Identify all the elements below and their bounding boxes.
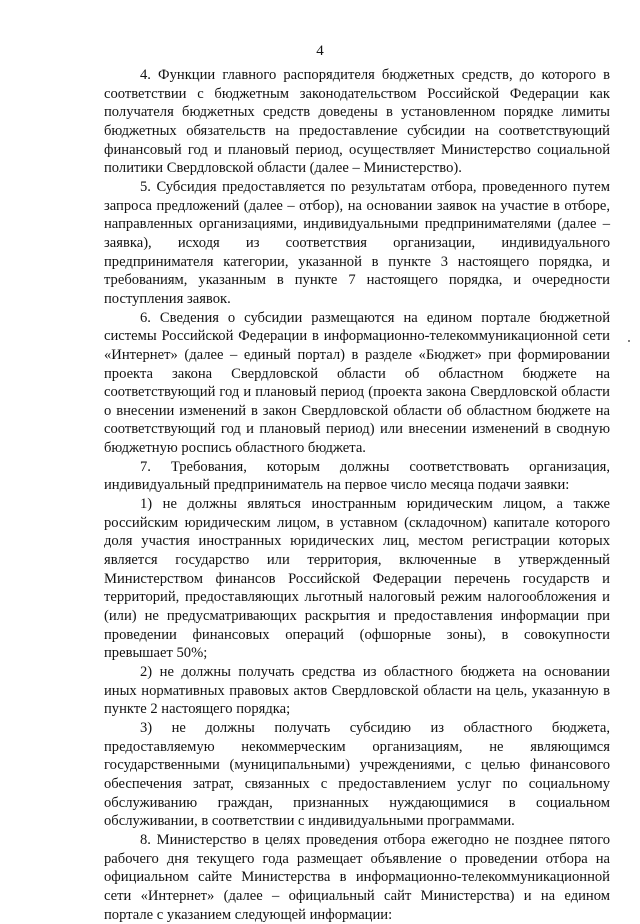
- list-item-3: 3) не должны получать субсидию из областного бюджета, предоставляемую некоммерческим организациям, не являющимся государственными (муниципальными) учреждениями, с целью финансового обеспечения затрат, связанных с предоставлением услуг по социальному обслуживанию граждан, признанных нуждающимися в социальном обслуживании, в соответствии с индивидуальными программами.: [104, 719, 610, 830]
- paragraph-6: 6. Сведения о субсидии размещаются на едином портале бюджетной системы Российской Федерации в информационно-телекоммуникационной сети «Интернет» (далее – единый портал) в разделе «Бюджет» при формировании проекта закона Свердловской области об областном бюджете на соответствующий год и плановый период (проекта закона Свердловской области о внесении изменений в закон Свердловской области об областном бюджете на соответствующий год и плановый период) или внесении изменений в сводную бюджетную роспись областного бюджета.: [104, 309, 610, 457]
- paragraph-8: 8. Министерство в целях проведения отбора ежегодно не позднее пятого рабочего дня текущего года размещает объявление о проведении отбора на официальном сайте Министерства в информационно-телекоммуникационной сети «Интернет» (далее – официальный сайт Министерства) и на едином портале с указанием следующей информации:: [104, 831, 610, 923]
- document-body: [104, 66, 610, 924]
- list-item-1: 1) не должны являться иностранным юридическим лицом, а также российским юридическим лицом, в уставном (складочном) капитале которого доля участия иностранных юридических лиц, местом регистрации которых является государство или территория, включенные в утвержденный Министерством финансов Российской Федерации перечень государств и территорий, предоставляющих льготный налоговый режим налогообложения и (или) не предусматривающих раскрытия и предоставления информации при проведении финансовых операций (офшорные зоны), в совокупности превышает 50%;: [104, 496, 610, 662]
- paragraph-4: 4. Функции главного распорядителя бюджетных средств, до которого в соответствии с бюджетным законодательством Российской Федерации как получателя бюджетных средств доведены в установленном порядке лимиты бюджетных обязательств на предоставление субсидии на соответствующий финансовый год и плановый период, осуществляет Министерство социальной политики Свердловской области (далее – Министерство).: [104, 67, 610, 177]
- page-number: 4: [316, 43, 324, 59]
- paragraph-5: 5. Субсидия предоставляется по результатам отбора, проведенного путем запроса предложений (далее – отбор), на основании заявок на участие в отборе, направленных организациями, индивидуальными предпринимателями (далее – заявка), исходя из соответствия организации, индивидуального предпринимателя категории, указанной в пункте 3 настоящего порядка, и требованиям, указанным в пункте 7 настоящего порядка, и очередности поступления заявок.: [104, 178, 610, 307]
- scan-speck: [628, 340, 630, 342]
- list-item-2: 2) не должны получать средства из областного бюджета на основании иных нормативных правовых актов Свердловской области на цель, указанную в пункте 2 настоящего порядка;: [104, 664, 610, 718]
- paragraph-7: 7. Требования, которым должны соответствовать организация, индивидуальный предприниматель на первое число месяца подачи заявки:: [104, 458, 610, 494]
